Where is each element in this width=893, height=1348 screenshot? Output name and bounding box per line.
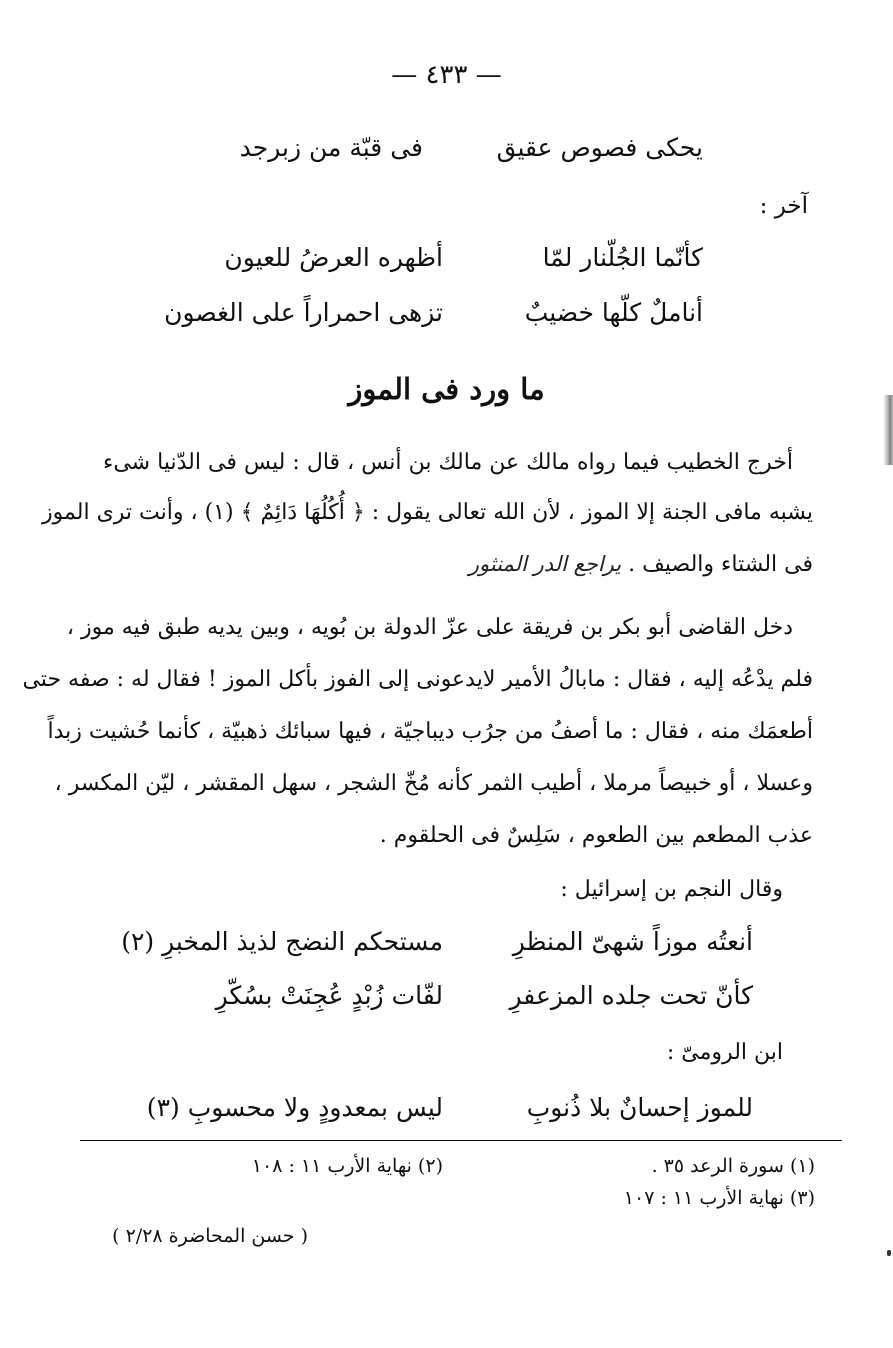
footnote-2: (٢) نهاية الأرب ١١ : ١٠٨ bbox=[251, 1155, 443, 1177]
paragraph-2-line: عذب المطعم بين الطعوم ، سَلِسٌ فى الحلقوم . bbox=[379, 823, 813, 848]
najm-verse-1-left-hemistich: مستحكم النضج لذيذ المخبرِ (٢) bbox=[121, 927, 443, 956]
paragraph-2-line: فلم يدْعُه إليه ، فقال : مابالُ الأمير لايدعونى إلى الفوز بأكل الموز ! فقال له : صفه حتى bbox=[22, 667, 813, 692]
footnote-divider bbox=[80, 1140, 842, 1141]
section-heading: ما ورد فى الموز bbox=[348, 372, 545, 406]
scan-edge-smudge bbox=[883, 395, 893, 465]
paragraph-2-line: وعسلا ، أو خبيصاً مرملا ، أطيب الثمر كأنه مُخّ الشجر ، سهل المقشر ، ليّن المكسر ، bbox=[54, 771, 813, 796]
verse-2-right-hemistich: كأنّما الجُلّنار لمّا bbox=[542, 243, 703, 272]
paragraph-2-line: أطعمَك منه ، فقال : ما أصفُ من جرُب ديباجيّة ، فيها سبائك ذهبيّة ، كأنما حُشيت زبداً bbox=[47, 719, 813, 744]
verse-1-right-hemistich: يحكى فصوص عقيق bbox=[496, 133, 703, 162]
najm-verse-1-right-hemistich: أنعتُه موزاً شهىّ المنظرِ bbox=[512, 927, 753, 956]
paragraph-1-line-text: فى الشتاء والصيف . bbox=[628, 552, 813, 577]
verse-1-left-hemistich: فى قبّة من زبرجد bbox=[239, 133, 423, 162]
rumi-verse-1-right-hemistich: للموز إحسانٌ بلا ذُنوبِ bbox=[526, 1093, 753, 1122]
paragraph-1-line: يشبه مافى الجنة إلا الموز ، لأن الله تعالى يقول : ﴿ أُكُلُهَا دَائِمٌ ﴾ (١) ، وأنت ترى الموز bbox=[42, 500, 813, 525]
paragraph-1-line: أخرج الخطيب فيما رواه مالك عن مالك بن أنس ، قال : ليس فى الدّنيا شىء bbox=[103, 450, 793, 475]
najm-verse-2-right-hemistich: كأنّ تحت جلده المزعفرِ bbox=[509, 981, 753, 1010]
page-number: — ٤٣٣ — bbox=[391, 60, 502, 90]
paragraph-2-line: دخل القاضى أبو بكر بن فريقة على عزّ الدولة بن بُويه ، وبين يديه طبق فيه موز ، bbox=[66, 615, 793, 640]
scan-edge-dot bbox=[887, 1250, 891, 1256]
poem-intro-other: آخر : bbox=[759, 193, 808, 219]
verse-2-left-hemistich: أظهره العرضُ للعيون bbox=[224, 243, 443, 272]
paragraph-1-line bbox=[103, 552, 813, 577]
najm-verse-2-left-hemistich: لفّات زُبْدٍ عُجِنَتْ بسُكّرِ bbox=[215, 981, 443, 1010]
verse-3-right-hemistich: أناملٌ كلّها خضيبٌ bbox=[524, 298, 703, 327]
footnote-3: (٣) نهاية الأرب ١١ : ١٠٧ bbox=[623, 1187, 815, 1209]
poem-intro-najm: وقال النجم بن إسرائيل : bbox=[560, 877, 783, 902]
source-citation: ( حسن المحاضرة ٢/٢٨ ) bbox=[112, 1225, 308, 1247]
handwritten-margin-note: يراجع الدر المنثور bbox=[468, 552, 622, 576]
footnote-1: (١) سورة الرعد ٣٥ . bbox=[651, 1155, 815, 1177]
poem-intro-rumi: ابن الرومىّ : bbox=[666, 1040, 783, 1065]
rumi-verse-1-left-hemistich: ليس بمعدودٍ ولا محسوبِ (٣) bbox=[146, 1093, 443, 1122]
verse-3-left-hemistich: تزهى احمراراً على الغصون bbox=[164, 298, 443, 327]
